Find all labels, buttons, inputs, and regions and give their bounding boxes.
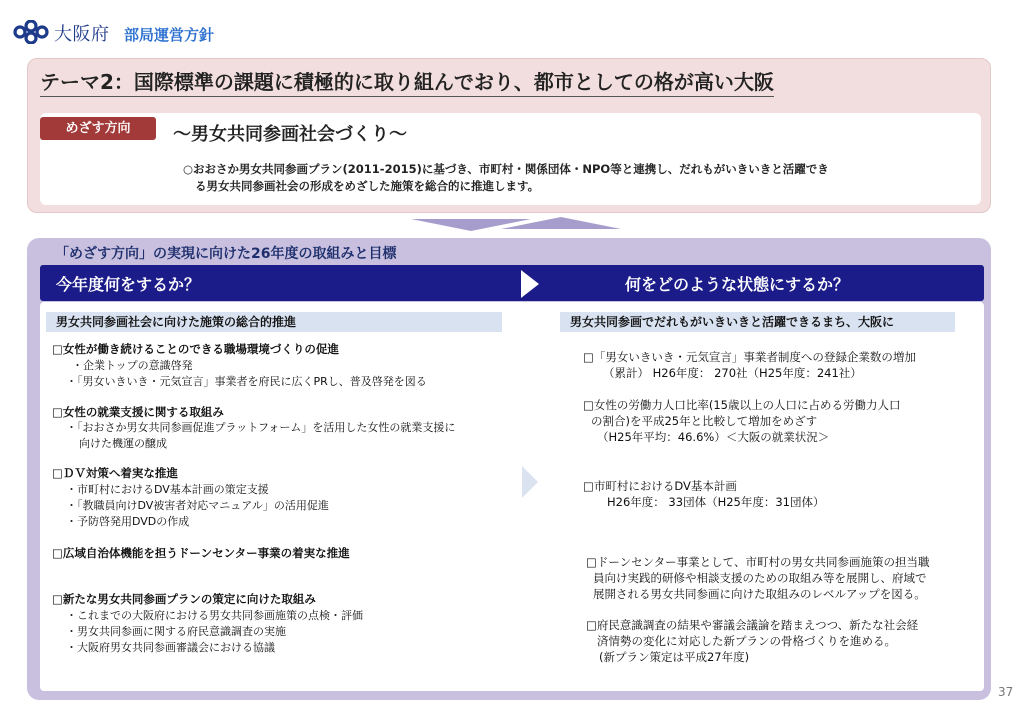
goal-badge: めざす方向	[40, 117, 156, 140]
right-item-line: 員向け実践的研修や相談支援のための取組み等を展開し、府域で	[593, 571, 927, 585]
arrow-up-icon	[501, 217, 621, 229]
right-item-line: 展開される男女共同参画に向けた取組みのレベルアップを図る。	[593, 587, 926, 601]
left-item-line: ・「教職員向けDV被害者対応マニュアル」の活用促進	[66, 499, 329, 512]
right-item-line: 済情勢の変化に対応した新プランの骨格づくりを進める。	[597, 634, 896, 648]
left-item-line: ・これまでの大阪府における男女共同参画施策の点検・評価	[66, 609, 363, 622]
left-item-line: ・市町村におけるDV基本計画の策定支援	[66, 483, 269, 496]
right-item-line: （累計） H26年度： 270社（H25年度：241社）	[603, 366, 862, 380]
right-item-line: □「男女いきいき・元気宣言」事業者制度への登録企業数の増加	[583, 350, 916, 364]
right-item-line: (新プラン策定は平成27年度)	[599, 650, 750, 664]
chevron-right-icon	[521, 270, 539, 298]
left-item-line: 向けた機運の醸成	[79, 437, 167, 450]
right-item-line: （H25年平均：46.6%）＜大阪の就業状況＞	[597, 430, 830, 444]
right-item-line: H26年度： 33団体（H25年度：31団体）	[607, 495, 825, 509]
left-column-header: 今年度何をするか？	[56, 275, 201, 294]
left-item-heading: □新たな男女共同参画プランの策定に向けた取組み	[52, 592, 316, 606]
right-item-line: □女性の労働力人口比率(15歳以上の人口に占める労働力人口	[583, 398, 901, 412]
left-item-line: ・大阪府男女共同参画審議会における協議	[66, 641, 275, 654]
goal-text-line: ○おおさか男女共同参画プラン(2011-2015)に基づき、市町村・関係団体・NPO等と連携し、だれもがいきいきと活躍でき	[183, 162, 829, 176]
left-item-line: ・男女共同参画に関する府民意識調査の実施	[66, 625, 286, 638]
left-item-heading: □広域自治体機能を担うドーンセンター事業の着実な推進	[52, 546, 350, 560]
left-subheader: 男女共同参画社会に向けた施策の総合的推進	[46, 312, 502, 332]
goal-text-line: る男女共同参画社会の形成をめざした施策を総合的に推進します。	[195, 179, 540, 193]
left-item-heading: □女性が働き続けることのできる職場環境づくりの促進	[52, 342, 339, 356]
org-name: 大阪府	[54, 24, 110, 45]
right-item-line: □市町村におけるDV基本計画	[583, 479, 737, 493]
chevron-right-icon	[522, 466, 538, 498]
page-number: 37	[998, 685, 1014, 699]
osaka-logo-icon	[12, 20, 54, 44]
left-item-line: ・予防啓発用DVDの作成	[66, 515, 190, 528]
right-item-line: □ドーンセンター事業として、市町村の男女共同参画施策の担当職	[586, 555, 930, 569]
left-item-line: ・企業トップの意識啓発	[72, 359, 193, 372]
theme-title: テーマ2：国際標準の課題に積極的に取り組んでおり、都市としての格が高い大阪	[40, 66, 774, 97]
left-item-line: ・「おおさか男女共同参画促進プラットフォーム」を活用した女性の就業支援に	[66, 421, 456, 434]
left-item-line: ・「男女いきいき・元気宣言」事業者を府民に広くPRし、普及啓発を図る	[66, 375, 427, 388]
left-item-heading: □女性の就業支援に関する取組み	[52, 405, 224, 419]
dept-name: 部局運営方針	[124, 26, 215, 44]
goal-heading: ～男女共同参画社会づくり～	[173, 124, 407, 145]
right-item-line: の割合)を平成25年と比較して増加をめざす	[591, 414, 818, 428]
right-item-line: □府民意識調査の結果や審議会議論を踏まえつつ、新たな社会経	[586, 618, 919, 632]
goal-text	[183, 161, 973, 195]
right-subheader: 男女共同参画でだれもがいきいきと活躍できるまち、大阪に	[560, 312, 955, 332]
left-item-heading: □ＤＶ対策へ着実な推進	[52, 466, 178, 480]
section-title: 「めざす方向」の実現に向けた26年度の取組みと目標	[55, 246, 397, 262]
right-column-header: 何をどのような状態にするか？	[625, 275, 850, 294]
